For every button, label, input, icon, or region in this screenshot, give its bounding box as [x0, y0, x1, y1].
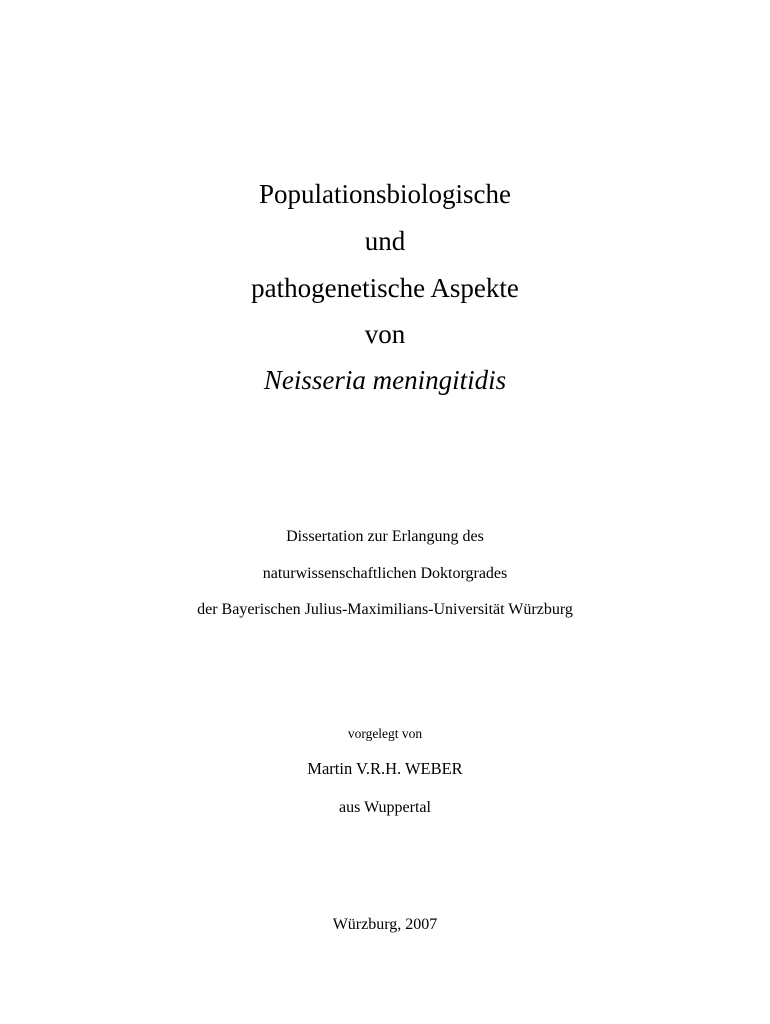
title-line-2: und [364, 226, 406, 256]
place-and-year: Würzburg, 2007 [332, 916, 438, 933]
dissertation-line-3: der Bayerischen Julius-Maximilians-Universität Würzburg [197, 601, 573, 618]
title-species-name: Neisseria meningitidis [263, 365, 507, 395]
author-name: Martin V.R.H. WEBER [307, 759, 463, 778]
presented-by-label: vorgelegt von [347, 726, 423, 741]
title-line-3: pathogenetische Aspekte [251, 273, 519, 303]
dissertation-line-2: naturwissenschaftlichen Doktorgrades [262, 565, 508, 582]
dissertation-line-1: Dissertation zur Erlangung des [286, 528, 484, 545]
title-line-4: von [364, 319, 406, 349]
author-origin: aus Wuppertal [339, 799, 431, 816]
title-line-1: Populationsbiologische [259, 179, 511, 209]
